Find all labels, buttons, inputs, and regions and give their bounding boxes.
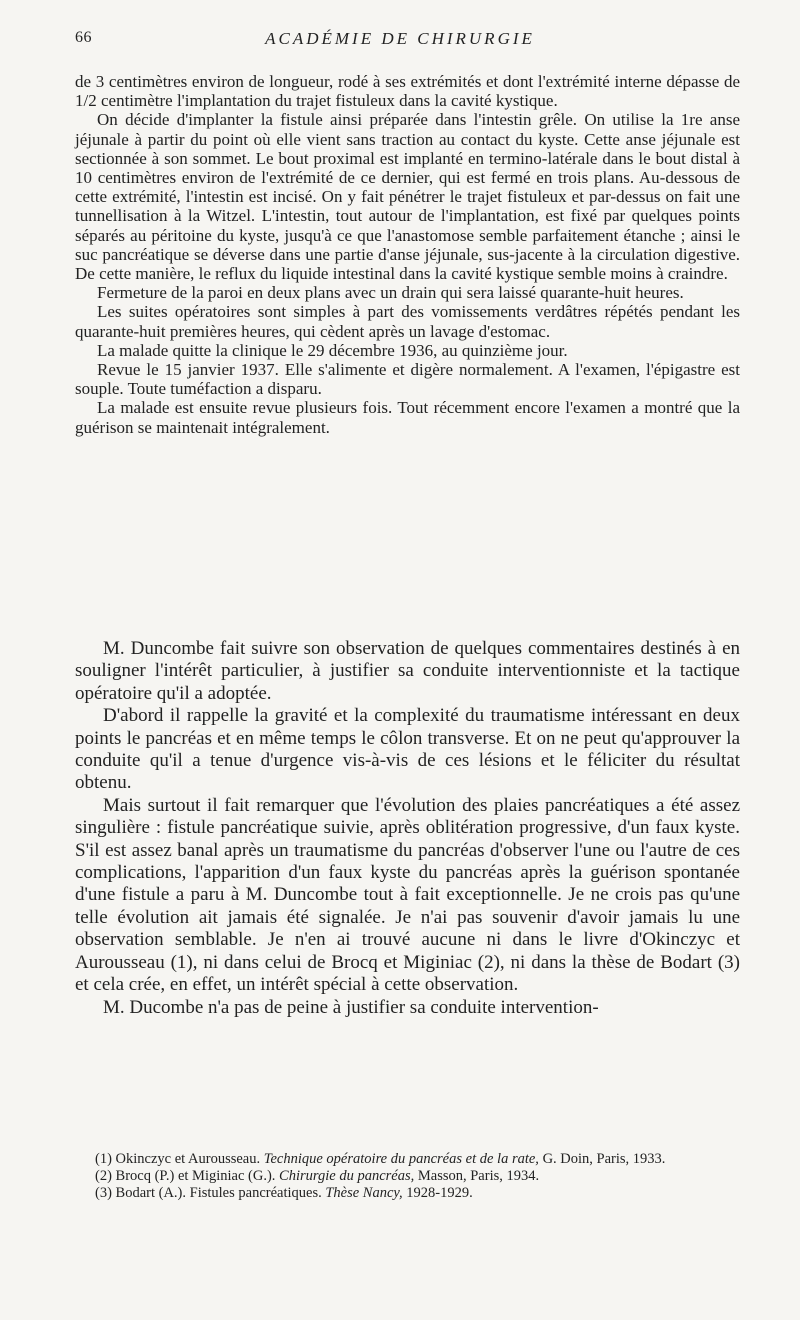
paragraph: Fermeture de la paroi en deux plans avec un drain qui sera laissé quarante-huit heures. — [97, 283, 684, 303]
paragraph: M. Ducombe n'a pas de peine à justifier sa conduite intervention- — [103, 996, 599, 1018]
footnote-authors: Brocq (P.) et Miginiac (G.). — [115, 1168, 276, 1184]
footnote-authors: Okinczyc et Aurousseau. — [115, 1151, 261, 1167]
page-number: 66 — [75, 29, 92, 46]
footnotes — [75, 1151, 740, 1202]
footnote-title: Chirurgie du pancréas, — [279, 1168, 415, 1184]
paragraph: de 3 centimètres environ de longueur, rodé à ses extrémités et dont l'extrémité interne dépasse de 1/2 centimètre l'implantation du trajet fistuleux dans la cavité kystique. — [75, 72, 740, 111]
footnote-marker: (2) — [95, 1168, 112, 1184]
paragraph: Mais surtout il fait remarquer que l'évolution des plaies pancréatiques a été assez singulière : fistule pancréatique suivie, après oblitération progressive, d'un faux kyste. S'il est assez banal après un traumatisme du pancréas d'observer l'une ou l'autre de ces complications, l'apparition d'un faux kyste du pancréas après la guérison spontanée d'une fistule a paru à M. Duncombe tout à fait exceptionnelle. Je ne crois pas qu'une telle évolution ait jamais été signalée. Je n'ai pas souvenir d'avoir jamais lu une observation semblable. Je n'en ai trouvé aucune ni dans le livre d'Okinczyc et Aurousseau (1), ni dans celui de Brocq et Miginiac (2), ni dans la thèse de Bodart (3) et cela crée, en effet, un intérêt spécial à cette observation. — [75, 794, 740, 996]
footnote-rest: G. Doin, Paris, 1933. — [542, 1151, 666, 1167]
footnote-marker: (1) — [95, 1151, 112, 1167]
footnote — [75, 1168, 740, 1185]
paragraph: Revue le 15 janvier 1937. Elle s'alimente et digère normalement. A l'examen, l'épigastre est souple. Toute tuméfaction a disparu. — [75, 360, 740, 399]
paragraph: La malade est ensuite revue plusieurs fois. Tout récemment encore l'examen a montré que la guérison se maintenait intégralement. — [75, 398, 740, 437]
footnote-title: Technique opératoire du pancréas et de la rate, — [263, 1151, 539, 1167]
footnote-rest: 1928-1929. — [406, 1185, 473, 1201]
commentary-text — [75, 638, 740, 1019]
footnote — [75, 1151, 740, 1168]
case-report-text — [75, 72, 740, 437]
footnote-title: Thèse Nancy, — [325, 1185, 403, 1201]
footnote-rest: Masson, Paris, 1934. — [417, 1168, 540, 1184]
running-head: ACADÉMIE DE CHIRURGIE — [265, 29, 535, 48]
footnote-authors: Bodart (A.). Fistules pancréatiques. — [115, 1185, 322, 1201]
footnote-marker: (3) — [95, 1185, 112, 1201]
paragraph: M. Duncombe fait suivre son observation de quelques commentaires destinés à en souligner l'intérêt particulier, à justifier sa conduite interventionniste et la tactique opératoire qu'il a adoptée. — [75, 638, 740, 704]
paragraph: On décide d'implanter la fistule ainsi préparée dans l'intestin grêle. On utilise la 1re anse jéjunale à partir du point où elle vient sans traction au contact du kyste. Cette anse jéjunale est sectionnée à son sommet. Le bout proximal est implanté en termino-latérale dans le bout distal à 10 centimètres environ de l'extrémité de ce dernier, qui est fermé en trois plans. Au-dessous de cette extrémité, l'intestin est incisé. On y fait pénétrer le trajet fistuleux et par-dessus on fait une tunnellisation à la Witzel. L'intestin, tout autour de l'implantation, est fixé par quelques points séparés au péritoine du kyste, jusqu'à ce que l'anastomose semble parfaitement étanche ; ainsi le suc pancréatique se déverse dans une partie d'anse jéjunale, sus-jacente à la circulation digestive. De cette manière, le reflux du liquide intestinal dans la cavité kystique semble moins à craindre. — [75, 110, 740, 284]
footnote — [75, 1185, 740, 1202]
paragraph: Les suites opératoires sont simples à part des vomissements verdâtres répétés pendant les quarante-huit premières heures, qui cèdent après un lavage d'estomac. — [75, 302, 740, 341]
paragraph: D'abord il rappelle la gravité et la complexité du traumatisme intéressant en deux points le pancréas et en même temps le côlon transverse. Et on ne peut qu'approuver la conduite qu'il a tenue d'urgence vis-à-vis de ces lésions et le féliciter du résultat obtenu. — [75, 705, 740, 794]
paragraph: La malade quitte la clinique le 29 décembre 1936, au quinzième jour. — [97, 340, 568, 360]
